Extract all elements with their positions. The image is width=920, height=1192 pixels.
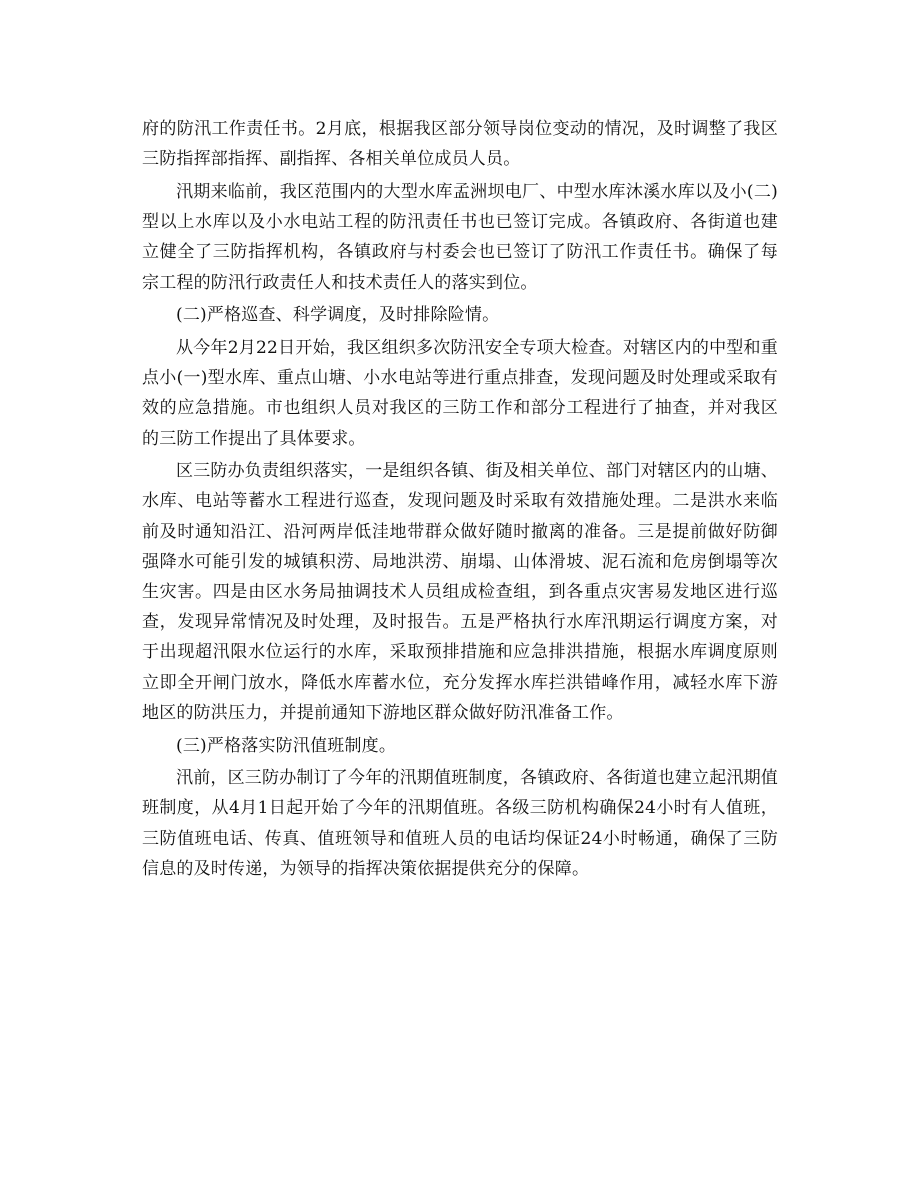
paragraph-3: 从今年2月22日开始，我区组织多次防汛安全专项大检查。对辖区内的中型和重点小(一)型水库、重点山塘、小水电站等进行重点排查，发现问题及时处理或采取有效的应急措施。市也组织人员对我区的三防工作和部分工程进行了抽查，并对我区的三防工作提出了具体要求。 — [142, 337, 778, 449]
paragraph-1: 府的防汛工作责任书。2月底，根据我区部分领导岗位变动的情况，及时调整了我区三防指挥部指挥、副指挥、各相关单位成员人员。 — [142, 119, 778, 170]
section-heading-3: (三)严格落实防汛值班制度。 — [176, 735, 397, 756]
paragraph-5: 汛前，区三防办制订了今年的汛期值班制度，各镇政府、各街道也建立起汛期值班制度，从4月1日起开始了今年的汛期值班。各级三防机构确保24小时有人值班，三防值班电话、传真、值班领导和值班人员的电话均保证24小时畅通，确保了三防信息的及时传递，为领导的指挥决策依据提供充分的保障。 — [142, 768, 778, 879]
document-body — [142, 114, 778, 884]
paragraph-2: 汛期来临前，我区范围内的大型水库孟洲坝电厂、中型水库沐溪水库以及小(二)型以上水库以及小水电站工程的防汛责任书也已签订完成。各镇政府、各街道也建立健全了三防指挥机构，各镇政府与村委会也已签订了防汛工作责任书。确保了每宗工程的防汛行政责任人和技术责任人的落实到位。 — [142, 181, 778, 293]
section-heading-2: (二)严格巡查、科学调度，及时排除险情。 — [176, 305, 500, 326]
paragraph-4: 区三防办负责组织落实，一是组织各镇、街及相关单位、部门对辖区内的山塘、水库、电站等蓄水工程进行巡查，发现问题及时采取有效措施处理。二是洪水来临前及时通知沿江、沿河两岸低洼地带群众做好随时撤离的准备。三是提前做好防御强降水可能引发的城镇积涝、局地洪涝、崩塌、山体滑坡、泥石流和危房倒塌等次生灾害。四是由区水务局抽调技术人员组成检查组，到各重点灾害易发地区进行巡查，发现异常情况及时处理，及时报告。五是严格执行水库汛期运行调度方案，对于出现超汛限水位运行的水库，采取预排措施和应急排洪措施，根据水库调度原则立即全开闸门放水，降低水库蓄水位，充分发挥水库拦洪错峰作用，减轻水库下游地区的防洪压力，并提前通知下游地区群众做好防汛准备工作。 — [142, 461, 778, 723]
